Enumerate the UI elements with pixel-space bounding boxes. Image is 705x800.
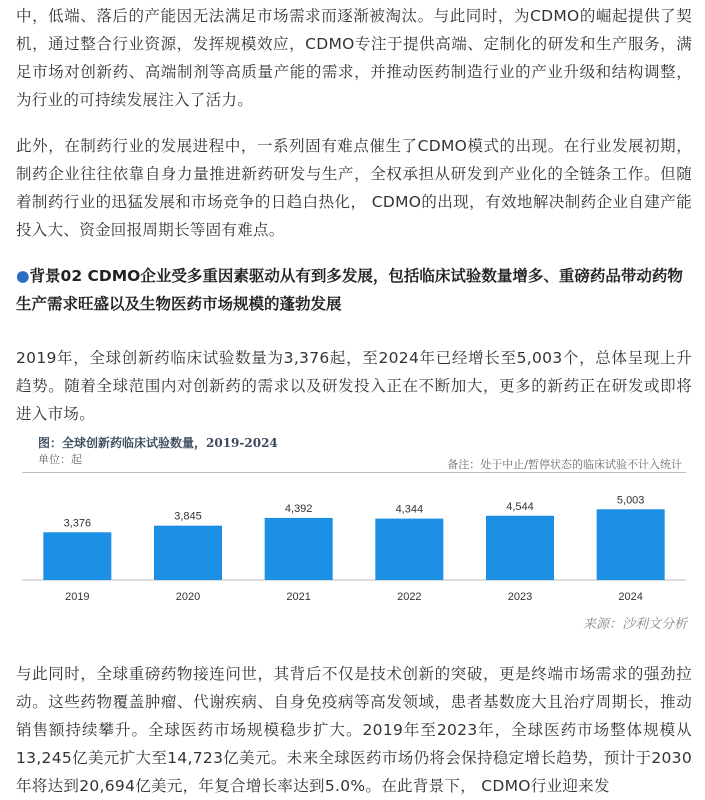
bullet-dot-icon: ● [16, 267, 30, 285]
clinical-trials-chart [22, 434, 694, 614]
data-label-2021: 4,392 [284, 502, 313, 515]
x-tick-2023: 2023 [507, 591, 533, 603]
bar-2021 [265, 518, 333, 580]
x-tick-2020: 2020 [175, 591, 201, 603]
data-label-2019: 3,376 [63, 517, 92, 530]
chart-title: 图：全球创新药临床试验数量，2019-2024 [38, 436, 278, 450]
section-heading-text: 背景02 CDMO企业受多重因素驱动从有到多发展，包括临床试验数量增多、重磅药品带动药物生产需求旺盛以及生物医药市场规模的蓬勃发展 [16, 267, 683, 313]
paragraph-blockbuster-drugs: 与此同时，全球重磅药物接连问世，其背后不仅是技术创新的突破，更是终端市场需求的强劲拉动。这些药物覆盖肿瘤、代谢疾病、自身免疫病等高发领域，患者基数庞大且治疗周期长，推动销售额持续攀升。全球医药市场规模稳步扩大。2019年至2023年，全球医药市场整体规模从13,245亿美元扩大至14,723亿美元。未来全球医药市场仍将会保持稳定增长趋势，预计于2030年将达到20,694亿美元，年复合增长率达到5.0%。在此背景下， CDMO行业迎来发 [16, 665, 692, 795]
bar-2020 [154, 526, 222, 580]
chart-unit: 单位：起 [38, 453, 82, 466]
chart-header-divider [22, 472, 686, 473]
x-tick-2022: 2022 [397, 591, 422, 603]
paragraph-clinical-trials: 2019年，全球创新药临床试验数量为3,376起，至2024年已经增长至5,003个，总体呈现上升趋势。随着全球范围内对创新药的需求以及研发投入正在不断加大，更多的新药正在研发或即将进入市场。 [16, 349, 692, 423]
bar-2022 [375, 519, 443, 580]
bar-2023 [486, 516, 554, 580]
paragraph-intro: 中，低端、落后的产能因无法满足市场需求而逐渐被淘汰。与此同时，为CDMO的崛起提供了契机，通过整合行业资源，发挥规模效应，CDMO专注于提供高端、定制化的研发和生产服务，满足市场对创新药、高端制剂等高质量产能的需求，并推动医药制造行业的产业升级和结构调整，为行业的可持续发展注入了活力。 [16, 7, 692, 109]
bar-2024 [597, 509, 665, 580]
x-tick-2021: 2021 [286, 591, 311, 603]
data-label-2023: 4,544 [506, 500, 534, 513]
data-label-2022: 4,344 [395, 503, 424, 516]
data-label-2024: 5,003 [616, 494, 645, 507]
x-tick-2019: 2019 [65, 591, 90, 603]
chart-note: 备注：处于中止/暂停状态的临床试验不计入统计 [447, 458, 682, 471]
paragraph-cdmo-origin: 此外，在制药行业的发展进程中，一系列固有难点催生了CDMO模式的出现。在行业发展初期，制药企业往往依靠自身力量推进新药研发与生产，全权承担从研发到产业化的全链条工作。但随着制药行业的迅猛发展和市场竞争的日趋白热化， CDMO的出现，有效地解决制药企业自建产能投入大、资金回报周期长等固有难点。 [16, 137, 692, 239]
x-tick-2024: 2024 [618, 591, 643, 603]
source-note: 来源：沙利文分析 [582, 617, 687, 632]
data-label-2020: 3,845 [174, 510, 202, 523]
bar-2019 [43, 532, 111, 580]
bar-chart-plot [22, 474, 686, 614]
section-heading [16, 262, 692, 318]
